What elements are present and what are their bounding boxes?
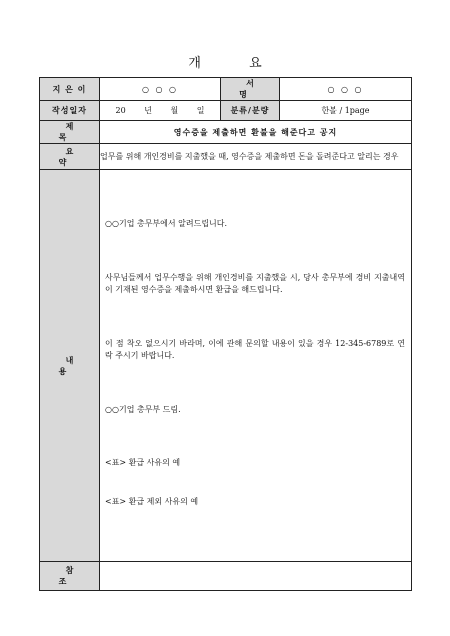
subject-label: 제 목 (40, 121, 100, 144)
author-value: ○ ○ ○ (100, 78, 221, 101)
content-paragraph-4: ○○기업 총무부 드림. (105, 405, 181, 414)
content-paragraph-3: 이 점 착오 없으시기 바라며, 이에 관해 문의할 내용이 있을 경우 12-345-6789로 연락 주시기 바랍니다. (105, 339, 405, 360)
content-label: 내 용 (40, 170, 100, 562)
summary-value: 업무를 위해 개인경비를 지출했을 때, 영수증을 제출하면 돈을 돌려준다고 알리는 경우 (100, 144, 412, 170)
subject-value: 영수증을 제출하면 환불을 해준다고 공지 (100, 121, 412, 144)
category-label: 분류/분량 (221, 101, 280, 121)
summary-label: 요 약 (40, 144, 100, 170)
author-label: 지 은 이 (40, 78, 100, 101)
summary-form-table (39, 77, 412, 591)
content-body (100, 170, 412, 562)
reference-value (100, 562, 412, 591)
signature-label: 서 명 (221, 78, 280, 101)
category-value: 한볼 / 1page (280, 101, 412, 121)
content-paragraph-1: ○○기업 총무부에서 알려드립니다. (105, 219, 228, 228)
reference-label: 참 조 (40, 562, 100, 591)
content-paragraph-2: 사무님들께서 업무수행을 위해 개인경비를 지출했을 시, 당사 총무부에 경비 지출내역이 기재된 영수증을 제출하시면 환급을 해드립니다. (105, 273, 405, 294)
date-label: 작성일자 (40, 101, 100, 121)
document-title: 개 요 (188, 56, 284, 71)
date-value: 20 년 월 일 (100, 101, 221, 121)
content-paragraph-6: <표> 환급 제외 사유의 예 (105, 497, 199, 506)
signature-value: ○ ○ ○ (280, 78, 412, 101)
content-paragraph-5: <표> 환급 사유의 예 (105, 458, 181, 467)
